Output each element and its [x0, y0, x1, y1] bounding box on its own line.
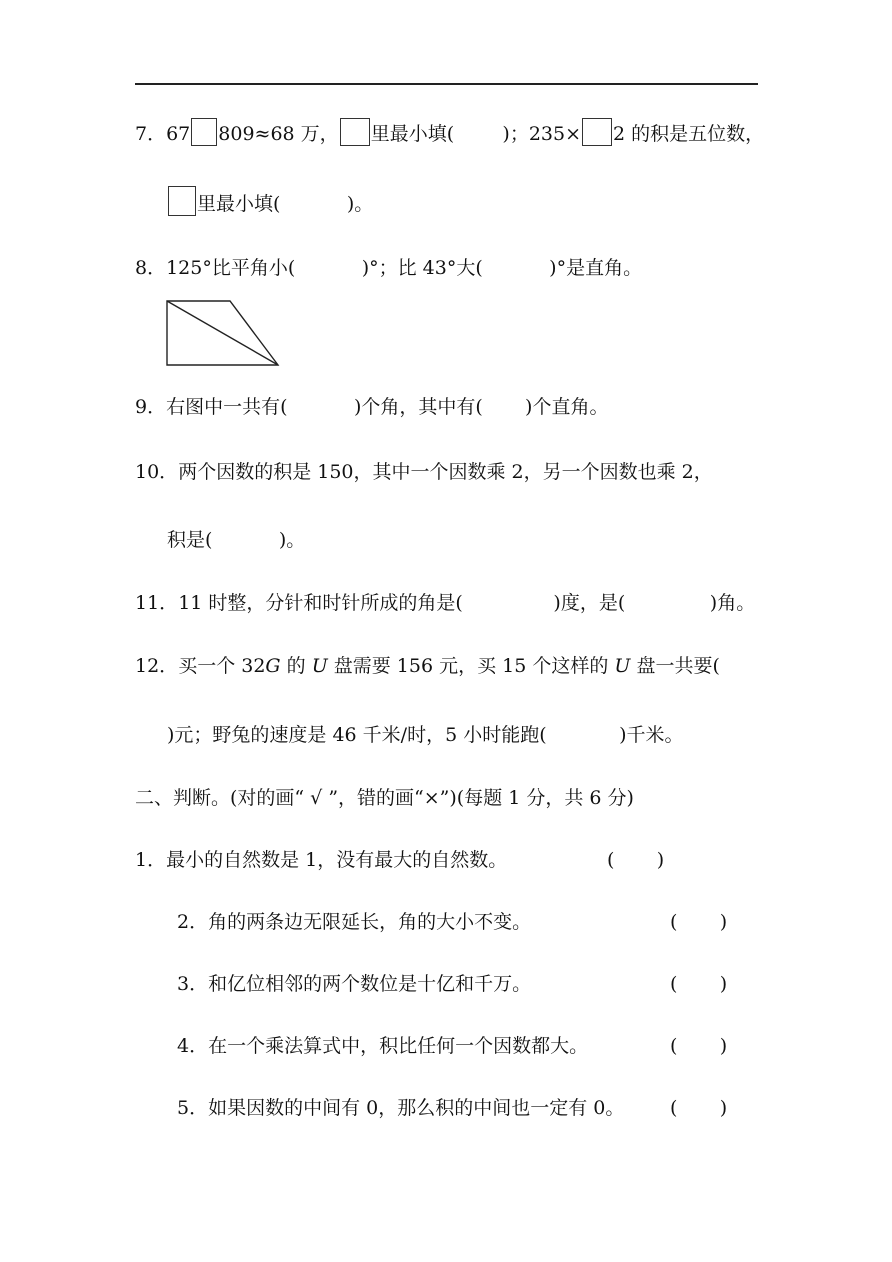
- question-12-line1: [135, 654, 720, 678]
- question-11: [135, 591, 755, 615]
- blank-box[interactable]: [168, 186, 196, 216]
- question-7-part3: 里最小填( )；235×: [370, 123, 582, 145]
- question-8: [135, 256, 642, 280]
- question-10-line1-text: 两个因数的积是 150，其中一个因数乘 2，另一个因数也乘 2，: [178, 461, 713, 483]
- judgment-item-3-text: 和亿位相邻的两个数位是十亿和千万。: [208, 973, 532, 995]
- question-11-text: 11 时整，分针和时针所成的角是( )度，是( )角。: [178, 592, 756, 614]
- judgment-item-5: [177, 1096, 624, 1120]
- judgment-item-3-answer-paren[interactable]: ( ): [670, 973, 728, 995]
- judgment-item-2-text: 角的两条边无限延长，角的大小不变。: [208, 911, 532, 933]
- question-12-text-d: 盘一共要(: [630, 655, 720, 677]
- question-12-line2-text: )元；野兔的速度是 46 千米/时，5 小时能跑( )千米。: [167, 724, 684, 746]
- question-7-line2-text: 里最小填( )。: [197, 193, 374, 215]
- question-12-line2: [167, 723, 684, 747]
- question-12-text-a: 买一个 32: [178, 655, 266, 677]
- judgment-item-4-answer-paren[interactable]: ( ): [670, 1035, 728, 1057]
- question-10-line1: [135, 460, 713, 484]
- question-11-number: 11．: [135, 592, 179, 614]
- judgment-item-2: [177, 910, 531, 934]
- question-7-line2: [167, 186, 373, 216]
- question-7-line1: [135, 118, 764, 146]
- question-7-part2: 809≈68 万，: [218, 123, 339, 145]
- judgment-item-1: [135, 848, 507, 872]
- blank-box[interactable]: [340, 118, 370, 146]
- judgment-item-1-number: 1．: [135, 849, 167, 871]
- judgment-item-3: [177, 972, 531, 996]
- question-9: [135, 395, 608, 419]
- question-10-line2: [167, 528, 305, 552]
- question-10-line2-text: 积是( )。: [167, 529, 306, 551]
- judgment-item-5-number: 5．: [177, 1097, 209, 1119]
- question-7-number: 7．: [135, 123, 167, 145]
- judgment-item-2-answer-paren[interactable]: ( ): [670, 911, 728, 933]
- question-10-number: 10．: [135, 461, 179, 483]
- judgment-item-4: [177, 1034, 588, 1058]
- header-rule: [135, 83, 758, 85]
- u-italic-2: U: [614, 655, 631, 677]
- blank-box[interactable]: [191, 118, 217, 146]
- judgment-item-1-answer-paren[interactable]: ( ): [607, 849, 665, 871]
- question-8-text: 125°比平角小( )°；比 43°大( )°是直角。: [166, 257, 643, 279]
- unit-g-italic: G: [265, 655, 281, 677]
- judgment-item-2-number: 2．: [177, 911, 209, 933]
- judgment-item-5-text: 如果因数的中间有 0，那么积的中间也一定有 0。: [208, 1097, 625, 1119]
- question-12-text-b: 的: [280, 655, 312, 677]
- u-italic: U: [311, 655, 328, 677]
- question-12-number: 12．: [135, 655, 179, 677]
- question-9-text: 右图中一共有( )个角，其中有( )个直角。: [166, 396, 609, 418]
- section-2-heading-text: 二、判断。(对的画“ √ ”，错的画“×”)(每题 1 分，共 6 分): [135, 787, 634, 809]
- question-7-part1: 67: [166, 123, 191, 145]
- section-2-heading: [135, 786, 634, 810]
- trapezoid-figure: [166, 300, 280, 367]
- question-9-number: 9．: [135, 396, 167, 418]
- judgment-item-4-text: 在一个乘法算式中，积比任何一个因数都大。: [208, 1035, 589, 1057]
- judgment-item-4-number: 4．: [177, 1035, 209, 1057]
- question-7-part4: 2 的积是五位数，: [613, 123, 765, 145]
- judgment-item-3-number: 3．: [177, 973, 209, 995]
- blank-box[interactable]: [582, 118, 612, 146]
- judgment-item-1-text: 最小的自然数是 1，没有最大的自然数。: [166, 849, 508, 871]
- question-12-text-c: 盘需要 156 元，买 15 个这样的: [327, 655, 615, 677]
- judgment-item-5-answer-paren[interactable]: ( ): [670, 1097, 728, 1119]
- question-8-number: 8．: [135, 257, 167, 279]
